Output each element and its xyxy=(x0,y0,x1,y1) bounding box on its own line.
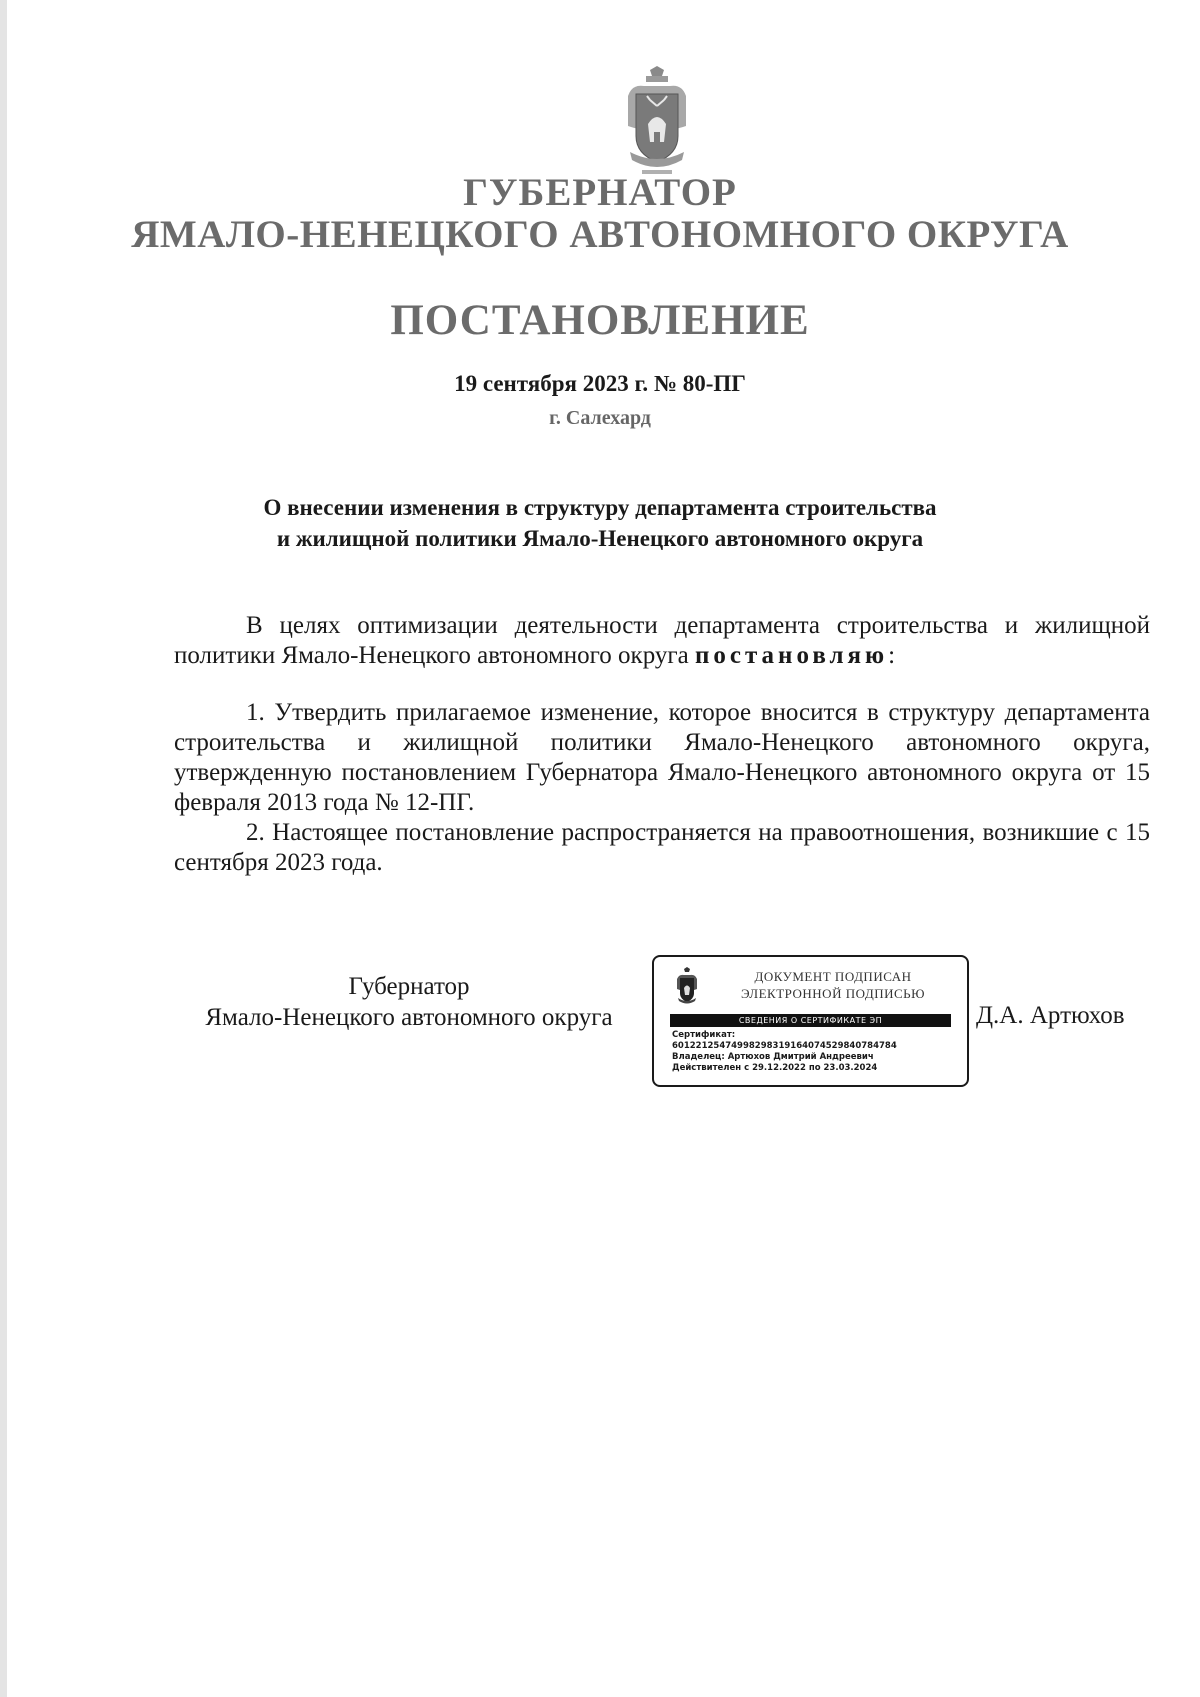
stamp-cert-label: Сертификат: xyxy=(672,1030,736,1040)
preamble-paragraph xyxy=(174,611,1150,671)
stamp-heading-line2: ЭЛЕКТРОННОЙ ПОДПИСЬЮ xyxy=(741,986,925,1001)
stamp-emblem-icon xyxy=(674,967,700,1005)
signatory-title-line2: Ямало-Ненецкого автономного округа xyxy=(205,1004,613,1031)
stamp-certificate-bar: СВЕДЕНИЯ О СЕРТИФИКАТЕ ЭП xyxy=(670,1014,951,1027)
preamble-end: : xyxy=(888,642,896,669)
electronic-signature-stamp xyxy=(652,955,969,1087)
document-date-number: 19 сентября 2023 г. № 80-ПГ xyxy=(454,371,746,396)
stamp-owner: Владелец: Артюхов Дмитрий Андреевич xyxy=(672,1052,874,1062)
subject-line1: О внесении изменения в структуру департамента строительства xyxy=(263,495,937,520)
stamp-certificate-details xyxy=(672,1030,962,1074)
signatory-title-line1: Губернатор xyxy=(348,973,470,1000)
item-2-paragraph: 2. Настоящее постановление распространяется на правоотношения, возникшие с 15 сентября 2023 года. xyxy=(174,819,1150,876)
subject-line2: и жилищной политики Ямало-Ненецкого автономного округа xyxy=(276,526,924,551)
preamble-text: В целях оптимизации деятельности департамента строительства и жилищной политики Ямало-Ненецкого автономного округа xyxy=(174,612,1150,669)
stamp-cert-number: 60122125474998298319164074529840784784 xyxy=(672,1041,897,1051)
signatory-title xyxy=(174,971,644,1033)
document-body xyxy=(174,611,1150,878)
org-name-line2: ЯМАЛО-НЕНЕЦКОГО АВТОНОМНОГО ОКРУГА xyxy=(131,213,1069,256)
document-subject xyxy=(0,492,1200,554)
stamp-heading-line1: ДОКУМЕНТ ПОДПИСАН xyxy=(754,969,912,984)
document-place: г. Салехард xyxy=(549,407,651,429)
document-type: ПОСТАНОВЛЕНИЕ xyxy=(390,297,810,344)
item-1-paragraph: 1. Утвердить прилагаемое изменение, которое вносится в структуру департамента строительства и жилищной политики Ямало-Ненецкого автономного округа, утвержденную постановлением Губернатора Ямало-Ненецкого автономного округа от 15 февраля 2013 года № 12-ПГ. xyxy=(174,699,1150,816)
stamp-validity: Действителен с 29.12.2022 по 23.03.2024 xyxy=(672,1063,878,1073)
signatory-name: Д.А. Артюхов xyxy=(976,1002,1125,1029)
preamble-keyword: постановляю xyxy=(694,642,889,669)
coat-of-arms-emblem xyxy=(620,66,694,178)
org-name-line1: ГУБЕРНАТОР xyxy=(463,171,737,214)
